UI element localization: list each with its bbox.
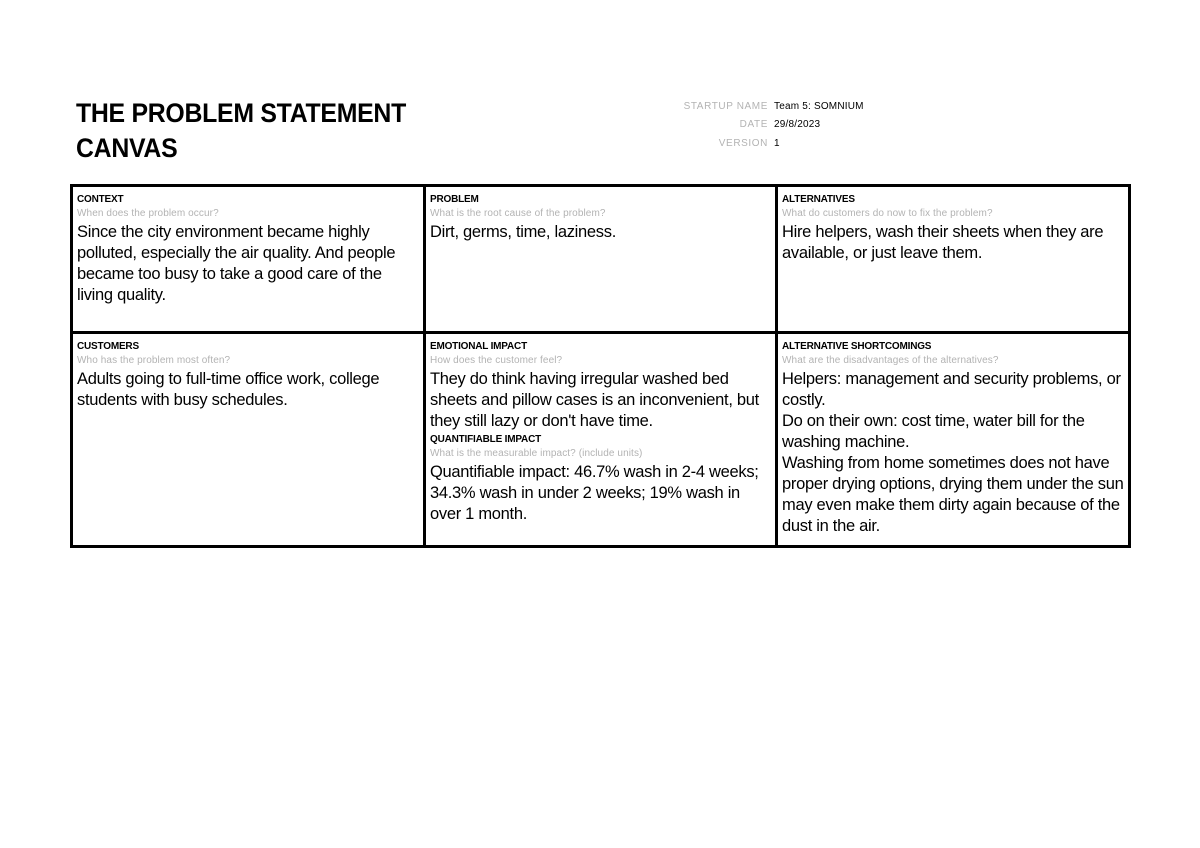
alternative-shortcomings-answer xyxy=(782,369,1124,537)
meta-row-startup xyxy=(630,97,950,116)
customers-answer: Adults going to full-time office work, college students with busy schedules. xyxy=(77,370,380,409)
shortcoming-drying: Washing from home sometimes does not have proper drying options, drying them under the sun may even make them dirty again because of the dust in the air. xyxy=(782,454,1124,535)
version-value: 1 xyxy=(774,137,780,149)
alternative-shortcomings-title: ALTERNATIVE SHORTCOMINGS xyxy=(782,341,932,352)
problem-title: PROBLEM xyxy=(430,194,479,205)
page-title xyxy=(76,96,462,166)
customers-cell xyxy=(73,334,426,545)
date-label: DATE xyxy=(739,119,768,131)
problem-question: What is the root cause of the problem? xyxy=(430,208,606,219)
problem-answer: Dirt, germs, time, laziness. xyxy=(430,223,616,241)
shortcoming-own: Do on their own: cost time, water bill for the washing machine. xyxy=(782,412,1085,451)
alternatives-title: ALTERNATIVES xyxy=(782,194,855,205)
page-title-line-2: CANVAS xyxy=(76,133,178,163)
emotional-impact-title: EMOTIONAL IMPACT xyxy=(430,341,527,352)
context-answer: Since the city environment became highly polluted, especially the air quality. And people became too busy to take a good care of the living quality. xyxy=(77,223,396,304)
meta-info xyxy=(630,97,950,153)
meta-row-date xyxy=(630,116,950,135)
emotional-impact-answer: They do think having irregular washed bed sheets and pillow cases is an inconvenient, but they still lazy or don't have time. xyxy=(430,370,759,430)
context-cell xyxy=(73,187,426,334)
emotional-impact-cell xyxy=(426,334,778,545)
meta-row-version xyxy=(630,134,950,153)
page-title-line-1: THE PROBLEM STATEMENT xyxy=(76,98,407,128)
alternatives-answer: Hire helpers, wash their sheets when they are available, or just leave them. xyxy=(782,223,1104,262)
customers-title: CUSTOMERS xyxy=(77,341,139,352)
version-label: VERSION xyxy=(718,137,768,149)
alternative-shortcomings-cell xyxy=(778,334,1128,545)
context-question: When does the problem occur? xyxy=(77,208,219,219)
shortcoming-helpers: Helpers: management and security problems, or costly. xyxy=(782,370,1121,409)
customers-question: Who has the problem most often? xyxy=(77,355,231,366)
quantifiable-impact-answer: Quantifiable impact: 46.7% wash in 2-4 weeks; 34.3% wash in under 2 weeks; 19% wash in over 1 month. xyxy=(430,463,759,523)
problem-cell xyxy=(426,187,778,334)
alternatives-cell xyxy=(778,187,1128,334)
alternatives-question: What do customers do now to fix the problem? xyxy=(782,208,993,219)
date-value: 29/8/2023 xyxy=(774,119,821,131)
quantifiable-impact-title: QUANTIFIABLE IMPACT xyxy=(430,434,542,445)
quantifiable-impact-question: What is the measurable impact? (include units) xyxy=(430,448,643,459)
startup-name-value: Team 5: SOMNIUM xyxy=(774,100,864,112)
context-title: CONTEXT xyxy=(77,194,124,205)
alternative-shortcomings-question: What are the disadvantages of the alternatives? xyxy=(782,355,999,366)
startup-name-label: STARTUP NAME xyxy=(683,100,768,112)
canvas-grid xyxy=(70,184,1131,548)
emotional-impact-question: How does the customer feel? xyxy=(430,355,563,366)
